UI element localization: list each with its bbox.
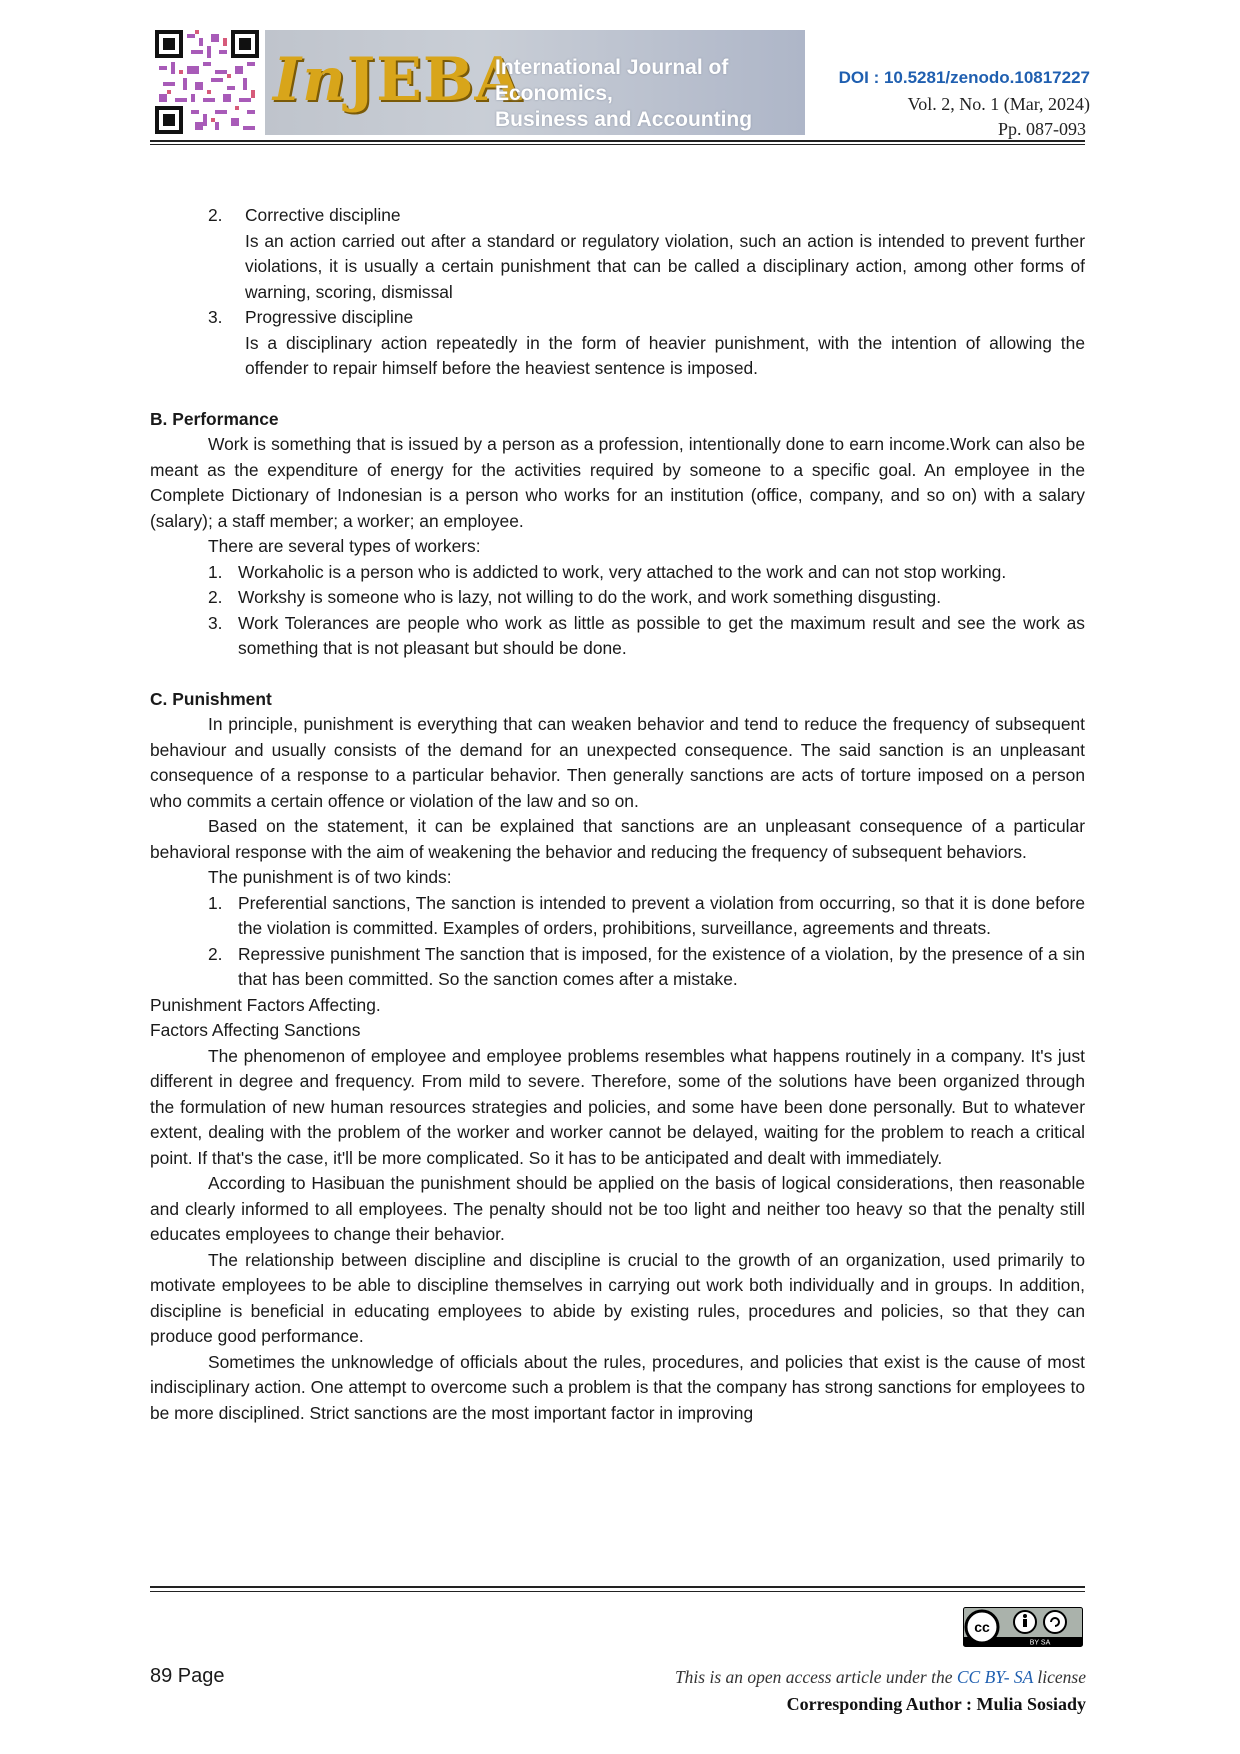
list-item-title: Progressive discipline bbox=[245, 307, 414, 327]
list-item: 2. Repressive punishment The sanction that is imposed, for the existence of a violation, by the presence of a sin that has been committed. So the sanction comes after a mistake. bbox=[208, 943, 1085, 989]
svg-text:BY SA: BY SA bbox=[1029, 1639, 1051, 1647]
paragraph: According to Hasibuan the punishment should be applied on the basis of logical considerations, then reasonable and clearly informed to all employees. The penalty should not be too light and neither too heavy so that the penalty still educates employees to change their behavior. bbox=[150, 1173, 1085, 1244]
cc-by-sa-badge-icon[interactable] bbox=[963, 1607, 1083, 1647]
svg-text:cc: cc bbox=[974, 1619, 990, 1635]
journal-banner bbox=[265, 30, 805, 135]
qr-code bbox=[155, 30, 259, 134]
list-item-title: Corrective discipline bbox=[245, 205, 401, 225]
list-item: 1. Preferential sanctions, The sanction is intended to prevent a violation from occurring, so that it is done before the violation is committed. Examples of orders, prohibitions, surveillance, agreements and threats. bbox=[208, 892, 1085, 938]
list-item-text: Is an action carried out after a standard or regulatory violation, such an action is intended to prevent further violations, it is usually a certain punishment that can be called a disciplinary action, among other forms of warning, scoring, dismissal bbox=[245, 230, 1085, 302]
list-item: 1. Workaholic is a person who is addicted to work, very attached to the work and can not stop working. bbox=[208, 561, 1007, 582]
volume-info: Vol. 2, No. 1 (Mar, 2024) bbox=[907, 94, 1090, 114]
paragraph: There are several types of workers: bbox=[208, 536, 481, 556]
paragraph: The relationship between discipline and discipline is crucial to the growth of an organization, used primarily to motivate employees to be able to discipline themselves in carrying out work both individually and in groups. In addition, discipline is beneficial in educating employees to abide by existing rules, procedures and policies, so that they can produce good performance. bbox=[150, 1249, 1085, 1346]
paragraph: The phenomenon of employee and employee problems resembles what happens routinely in a company. It's just different in degree and frequency. From mild to severe. Therefore, some of the solutions have been organized through the formulation of new human resources strategies and policies, and some have been done personally. But to whatever extent, dealing with the problem of the worker and worker cannot be delayed, waiting for the problem to reach a critical point. If that's the case, it'll be more complicated. So it has to be anticipated and dealt with immediately. bbox=[150, 1045, 1085, 1168]
paragraph: Sometimes the unknowledge of officials about the rules, procedures, and policies that exist is the cause of most indisciplinary action. One attempt to overcome such a problem is that the company has strong sanctions for employees to be more disciplined. Strict sanctions are the most important factor in improving bbox=[150, 1351, 1085, 1423]
section-heading-punishment: C. Punishment bbox=[150, 688, 272, 709]
section-heading-performance: B. Performance bbox=[150, 408, 279, 429]
journal-logo: InJEBA bbox=[273, 45, 523, 115]
worker-types-list bbox=[150, 560, 1085, 662]
article-body bbox=[150, 203, 1085, 1426]
license-link[interactable]: CC BY- SA bbox=[956, 1667, 1034, 1687]
page-range: Pp. 087-093 bbox=[997, 119, 1086, 139]
footer-divider-thin bbox=[150, 1591, 1085, 1592]
paragraph: The punishment is of two kinds: bbox=[208, 867, 452, 887]
header-divider bbox=[150, 140, 1085, 142]
page-number: 89 Page bbox=[150, 1665, 225, 1687]
list-item: 3. Work Tolerances are people who work as little as possible to get the maximum result and see the work as something that is not pleasant but should be done. bbox=[208, 612, 1085, 658]
list-item: 2. Corrective discipline Is an action carried out after a standard or regulatory violation, such an action is intended to prevent further violations, it is usually a certain punishment that can be called a disciplinary action, among other forms of warning, scoring, dismissal bbox=[150, 203, 1085, 305]
paragraph: Based on the statement, it can be explained that sanctions are an unpleasant consequence of a particular behavioral response with the aim of weakening the behavior and reducing the frequency of subsequent behaviors. bbox=[150, 816, 1085, 862]
punishment-kinds-list bbox=[150, 891, 1085, 993]
corresponding-author: Corresponding Author : Mulia Sosiady bbox=[786, 1694, 1086, 1714]
paragraph: In principle, punishment is everything that can weaken behavior and tend to reduce the frequency of subsequent behaviour and usually consists of the demand for an unexpected consequence. The said sanction is an unpleasant consequence of a response to a particular behavior. Then generally sanctions are acts of torture imposed on a person who commits a certain offence or violation of the law and so on. bbox=[150, 714, 1085, 811]
header-divider-thin bbox=[150, 144, 1085, 145]
list-item: 2. Workshy is someone who is lazy, not willing to do the work, and work something disgusting. bbox=[208, 587, 942, 607]
discipline-list bbox=[150, 203, 1085, 382]
paragraph: Work is something that is issued by a person as a profession, intentionally done to earn income.Work can also be meant as the expenditure of energy for the activities required by someone to a specific goal. An employee in the Complete Dictionary of Indonesian is a person who works for an institution (office, company, and so on) with a salary (salary); a staff member; a worker; an employee. bbox=[150, 434, 1085, 531]
journal-name-line1: International Journal of Economics, bbox=[495, 56, 729, 105]
journal-name-line2: Business and Accounting bbox=[495, 108, 753, 131]
list-item: 3. Progressive discipline Is a disciplinary action repeatedly in the form of heavier punishment, with the intention of allowing the offender to repair himself before the heaviest sentence is imposed. bbox=[150, 305, 1085, 382]
journal-name bbox=[495, 55, 805, 133]
subheading-line: Punishment Factors Affecting. bbox=[150, 994, 381, 1015]
footer-divider bbox=[150, 1586, 1085, 1588]
subheading-line: Factors Affecting Sanctions bbox=[150, 1020, 361, 1040]
license-note: This is an open access article under the CC BY- SA license bbox=[674, 1667, 1086, 1687]
list-item-text: Is a disciplinary action repeatedly in the form of heavier punishment, with the intention of allowing the offender to repair himself before the heaviest sentence is imposed. bbox=[245, 332, 1085, 378]
doi-link[interactable]: DOI : 10.5281/zenodo.10817227 bbox=[838, 68, 1090, 87]
